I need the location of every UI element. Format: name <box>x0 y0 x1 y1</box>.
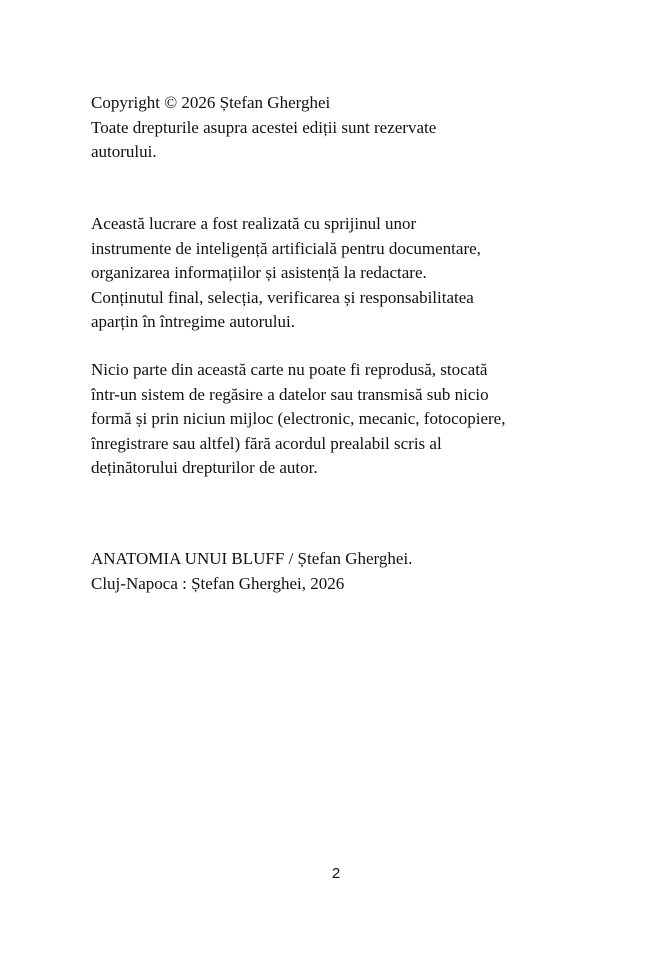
catalog-publisher-line: Cluj-Napoca : Ștefan Gherghei, 2026 <box>91 573 345 593</box>
copyright-notice <box>91 91 591 165</box>
ai-disclosure-line: organizarea informațiilor și asistență la redactare. <box>91 263 427 282</box>
reproduction-rights-notice <box>91 358 591 481</box>
catalog-title-line: ANATOMIA UNUI BLUFF / Ștefan Gherghei. <box>91 549 413 568</box>
copyright-line: Toate drepturile asupra acestei ediții sunt rezervate <box>91 117 437 137</box>
rights-line: într-un sistem de regăsire a datelor sau transmisă sub nicio <box>91 384 489 404</box>
page-number: 2 <box>331 865 341 882</box>
ai-disclosure-notice <box>91 212 591 335</box>
catalog-record <box>91 547 591 596</box>
rights-line: formă și prin niciun mijloc (electronic, mecanic, fotocopiere, <box>91 409 506 428</box>
copyright-paragraph <box>91 91 591 165</box>
ai-disclosure-line: instrumente de inteligență artificială pentru documentare, <box>91 238 481 258</box>
catalog-paragraph <box>91 547 591 596</box>
ai-disclosure-paragraph <box>91 212 591 335</box>
rights-line: înregistrare sau altfel) fără acordul prealabil scris al <box>91 433 442 453</box>
rights-line: deținătorului drepturilor de autor. <box>91 458 318 477</box>
copyright-line: Copyright © 2026 Ștefan Gherghei <box>91 93 331 112</box>
copyright-line: autorului. <box>91 142 157 161</box>
ai-disclosure-line: Conținutul final, selecția, verificarea și responsabilitatea <box>91 287 474 307</box>
ai-disclosure-line: aparțin în întregime autorului. <box>91 312 295 331</box>
rights-line: Nicio parte din această carte nu poate fi reprodusă, stocată <box>91 360 488 379</box>
rights-paragraph <box>91 358 591 481</box>
ai-disclosure-line: Această lucrare a fost realizată cu sprijinul unor <box>91 214 417 233</box>
